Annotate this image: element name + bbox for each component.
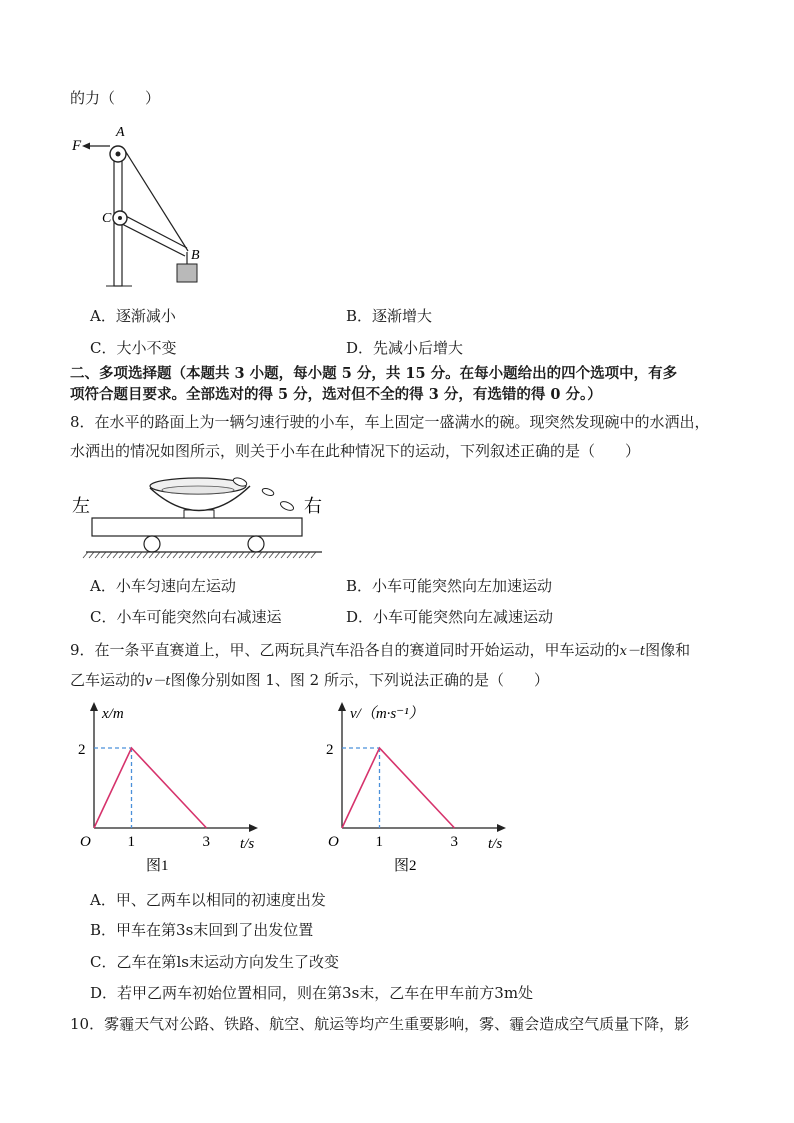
pulley-a-axle: [116, 152, 121, 157]
chart-caption: 图2: [394, 858, 417, 874]
section2-heading-line1: 二、多项选择题（本题共 3 小题，每小题 5 分，共 15 分。在每小题给出的四个选项中，有多: [70, 365, 678, 382]
q8-option-d: D．小车可能突然向左减速运动: [346, 608, 554, 626]
hatch-mark: [305, 552, 310, 558]
q9-line2: [70, 670, 549, 692]
x-tick-label: 1: [375, 834, 383, 850]
q9-line2-math: v－t: [145, 674, 171, 689]
water-droplet-2: [261, 487, 274, 497]
hatch-mark: [95, 552, 100, 558]
x-axis-label: t/s: [240, 836, 255, 852]
q9-chart-1: [72, 700, 292, 880]
x-tick-label: 3: [202, 834, 210, 850]
hatch-mark: [137, 552, 142, 558]
y-axis-arrow: [338, 702, 346, 711]
y-axis-label: v/（m·s⁻¹）: [350, 706, 424, 722]
q9-option-c: C．乙车在第ls末运动方向发生了改变: [90, 953, 339, 971]
hatch-mark: [215, 552, 220, 558]
q9-line1-b: 图像和: [645, 641, 691, 659]
rope-ab: [124, 149, 188, 251]
hatch-mark: [167, 552, 172, 558]
hatch-mark: [125, 552, 130, 558]
y-tick-label: 2: [326, 742, 334, 758]
hatch-mark: [251, 552, 256, 558]
hatch-mark: [233, 552, 238, 558]
hatch-mark: [239, 552, 244, 558]
hatch-mark: [263, 552, 268, 558]
hatch-mark: [281, 552, 286, 558]
label-right: 右: [304, 496, 322, 516]
label-a: A: [116, 125, 125, 140]
hatch-mark: [101, 552, 106, 558]
q7-option-c: C．大小不变: [90, 339, 177, 357]
q9-line1: [70, 640, 690, 662]
q9-chart-2: [320, 700, 550, 880]
x-tick-label: 3: [450, 834, 458, 850]
hatch-mark: [221, 552, 226, 558]
hatch-mark: [113, 552, 118, 558]
cart-wheel-right: [248, 536, 264, 552]
chart-caption: 图1: [146, 858, 169, 874]
hatch-mark: [173, 552, 178, 558]
label-f: F: [72, 138, 82, 154]
series-line: [94, 748, 207, 828]
rod-cb-bottom: [120, 223, 185, 256]
y-axis-label: x/m: [102, 706, 124, 722]
origin-label: O: [328, 834, 339, 850]
q9-line1-a: 9．在一条平直赛道上，甲、乙两玩具汽车沿各自的赛道同时开始运动，甲车运动的: [70, 641, 620, 659]
hatch-mark: [311, 552, 316, 558]
label-b: B: [191, 248, 200, 263]
hatch-mark: [191, 552, 196, 558]
q7-option-a: A．逐渐减小: [90, 307, 176, 325]
q8-option-c: C．小车可能突然向右减速运: [90, 608, 282, 626]
q9-line2-b: 图像分别如图 1、图 2 所示，下列说法正确的是（ ）: [170, 671, 549, 689]
q9-option-a: A．甲、乙两车以相同的初速度出发: [90, 891, 326, 909]
weight-block: [177, 264, 197, 282]
q9-option-b: B．甲车在第3s末回到了出发位置: [90, 921, 314, 939]
hatch-mark: [197, 552, 202, 558]
q9-line2-a: 乙车运动的: [70, 671, 146, 689]
q9-line1-math: x－t: [619, 644, 646, 659]
road-hatch: [83, 552, 316, 558]
hatch-mark: [89, 552, 94, 558]
y-tick-label: 2: [78, 742, 86, 758]
hatch-mark: [227, 552, 232, 558]
hatch-mark: [155, 552, 160, 558]
q10-line1: 10．雾霾天气对公路、铁路、航空、航运等均产生重要影响，雾、霾会造成空气质量下降，影: [70, 1015, 690, 1033]
q8-line2: 水洒出的情况如图所示，则关于小车在此种情况下的运动，下列叙述正确的是（ ）: [70, 442, 641, 460]
hatch-mark: [245, 552, 250, 558]
force-arrow-head: [82, 143, 90, 150]
q8-line1: 8．在水平的路面上为一辆匀速行驶的小车，车上固定一盛满水的碗。现突然发现碗中的水洒出，: [70, 413, 710, 431]
hatch-mark: [287, 552, 292, 558]
origin-label: O: [80, 834, 91, 850]
cart-platform: [92, 518, 302, 536]
water-droplet-3: [279, 500, 295, 512]
q8-option-b: B．小车可能突然向左加速运动: [346, 577, 553, 595]
rod-cb-top: [120, 213, 187, 248]
hatch-mark: [107, 552, 112, 558]
x-axis-arrow: [249, 824, 258, 832]
hatch-mark: [275, 552, 280, 558]
series-line: [342, 748, 455, 828]
label-c: C: [102, 211, 112, 226]
x-axis-label: t/s: [488, 836, 503, 852]
hatch-mark: [149, 552, 154, 558]
y-axis-arrow: [90, 702, 98, 711]
q7-stem-tail: 的力（ ）: [70, 89, 161, 107]
x-axis-arrow: [497, 824, 506, 832]
q8-option-a: A．小车匀速向左运动: [90, 577, 236, 595]
hatch-mark: [299, 552, 304, 558]
label-left: 左: [72, 496, 90, 516]
q9-option-d: D．若甲乙两车初始位置相同，则在第3s末，乙车在甲车前方3m处: [90, 984, 534, 1002]
hatch-mark: [203, 552, 208, 558]
q7-option-b: B．逐渐增大: [346, 307, 433, 325]
hatch-mark: [269, 552, 274, 558]
hatch-mark: [293, 552, 298, 558]
q7-figure: [70, 118, 230, 298]
cart-wheel-left: [144, 536, 160, 552]
section2-heading-line2: 项符合题目要求。全部选对的得 5 分，选对但不全的得 3 分，有选错的得 0 分。）: [70, 386, 602, 403]
hatch-mark: [185, 552, 190, 558]
water-surface: [162, 486, 234, 494]
q7-option-d: D．先减小后增大: [346, 339, 464, 357]
hatch-mark: [83, 552, 88, 558]
x-tick-label: 1: [127, 834, 135, 850]
pulley-c-axle: [118, 216, 122, 220]
hatch-mark: [131, 552, 136, 558]
hatch-mark: [179, 552, 184, 558]
q8-figure: [72, 470, 332, 570]
hatch-mark: [257, 552, 262, 558]
hatch-mark: [209, 552, 214, 558]
hatch-mark: [119, 552, 124, 558]
hatch-mark: [161, 552, 166, 558]
hatch-mark: [143, 552, 148, 558]
